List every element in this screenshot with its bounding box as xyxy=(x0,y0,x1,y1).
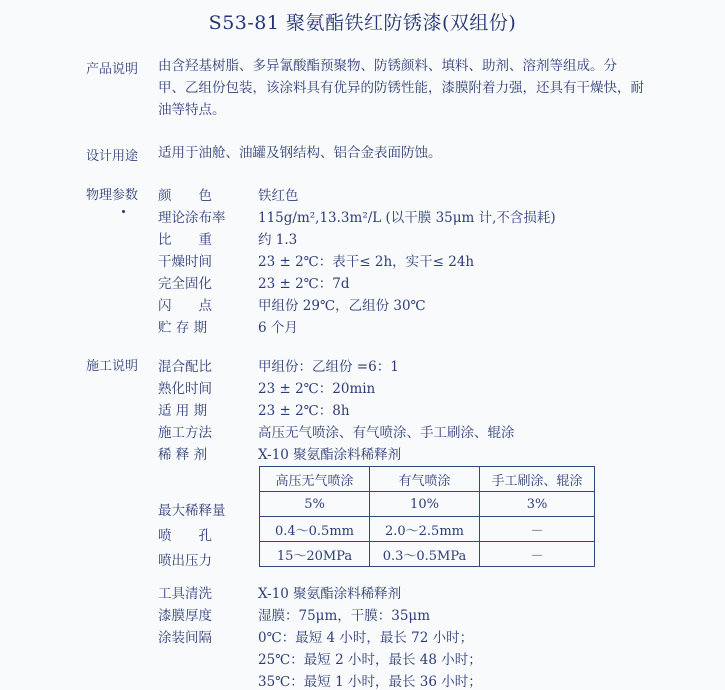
physical-value: 约 1.3 xyxy=(258,232,298,248)
physical-value: 23 ± 2℃：表干≤ 2h，实干≤ 24h xyxy=(258,254,475,270)
table-cell: － xyxy=(480,517,595,542)
application-value: 高压无气喷涂、有气喷涂、手工刷涂、辊涂 xyxy=(258,425,515,441)
table-header-cell: 高压无气喷涂 xyxy=(260,467,370,492)
physical-label: 闪 点 xyxy=(158,298,212,314)
table-row-label: 最大稀释量 xyxy=(158,503,226,519)
application-label: 漆膜厚度 xyxy=(158,608,212,624)
section-heading-use: 设计用途 xyxy=(86,149,139,164)
section-heading-application: 施工说明 xyxy=(86,359,139,374)
coating-interval-line: 35℃：最短 1 小时，最长 36 小时； xyxy=(258,674,482,690)
product-desc-line: 甲、乙组份包装，该涂料具有优异的防锈性能，漆膜附着力强，还具有干燥快，耐 xyxy=(158,80,644,96)
physical-value: 铁红色 xyxy=(258,188,299,204)
product-desc-line: 油等特点。 xyxy=(158,102,226,118)
table-header-row xyxy=(260,467,595,492)
table-cell: 15～20MPa xyxy=(260,542,370,567)
section-heading-physical: 物理参数 xyxy=(86,188,139,203)
physical-label: 理论涂布率 xyxy=(158,210,226,226)
application-value: 23 ± 2℃：8h xyxy=(258,403,350,419)
table-row xyxy=(260,542,595,567)
application-label: 适 用 期 xyxy=(158,403,208,419)
table-header-cell: 有气喷涂 xyxy=(370,467,480,492)
table-cell: 2.0～2.5mm xyxy=(370,517,480,542)
application-value: X-10 聚氨酯涂料稀释剂 xyxy=(258,447,402,463)
application-value: 甲组份：乙组份 =6：1 xyxy=(258,359,399,375)
application-label: 熟化时间 xyxy=(158,381,212,397)
physical-label: 完全固化 xyxy=(158,276,212,292)
application-label: 混合配比 xyxy=(158,359,212,375)
coating-interval-line: 25℃：最短 2 小时，最长 48 小时； xyxy=(258,652,482,668)
table-row xyxy=(260,492,595,517)
physical-label: 颜 色 xyxy=(158,188,212,204)
application-value: 0℃：最短 4 小时，最长 72 小时； xyxy=(258,630,474,646)
physical-value: 115g/m²,13.3m²/L (以干膜 35μm 计,不含损耗) xyxy=(258,210,556,226)
physical-value: 23 ± 2℃：7d xyxy=(258,276,350,292)
application-value: 23 ± 2℃：20min xyxy=(258,381,376,397)
table-cell: 10% xyxy=(370,492,480,517)
table-header-cell: 手工刷涂、辊涂 xyxy=(480,467,595,492)
table-row-label: 喷 孔 xyxy=(158,528,212,544)
scan-dot xyxy=(122,210,125,213)
physical-label: 贮 存 期 xyxy=(158,320,208,336)
physical-value: 甲组份 29℃，乙组份 30℃ xyxy=(258,298,426,314)
thinning-table xyxy=(259,466,595,567)
physical-value: 6 个月 xyxy=(258,320,298,336)
table-cell: 0.4～0.5mm xyxy=(260,517,370,542)
page-title: S53-81 聚氨酯铁红防锈漆(双组份) xyxy=(208,12,517,34)
table-cell: 0.3～0.5MPa xyxy=(370,542,480,567)
application-value: 湿膜：75μm，干膜：35μm xyxy=(258,608,431,624)
table-row-label: 喷出压力 xyxy=(158,553,212,569)
table-cell: 3% xyxy=(480,492,595,517)
table-cell: － xyxy=(480,542,595,567)
application-value: X-10 聚氨酯涂料稀释剂 xyxy=(258,586,402,602)
physical-label: 干燥时间 xyxy=(158,254,212,270)
product-desc-line: 由含羟基树脂、多异氰酸酯预聚物、防锈颜料、填料、助剂、溶剂等组成。分 xyxy=(158,58,617,74)
section-heading-product: 产品说明 xyxy=(86,62,139,77)
table-cell: 5% xyxy=(260,492,370,517)
design-use-text: 适用于油舱、油罐及钢结构、铝合金表面防蚀。 xyxy=(158,145,442,161)
application-label: 施工方法 xyxy=(158,425,212,441)
application-label: 稀 释 剂 xyxy=(158,447,208,463)
application-label: 涂装间隔 xyxy=(158,630,212,646)
physical-label: 比 重 xyxy=(158,232,212,248)
table-row xyxy=(260,517,595,542)
application-label: 工具清洗 xyxy=(158,586,212,602)
